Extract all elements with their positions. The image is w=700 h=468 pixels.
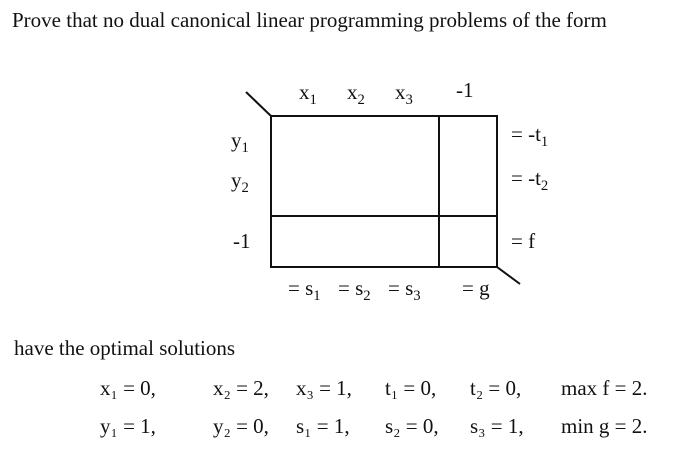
solution-t1: t₁ = 0,: [385, 376, 437, 400]
top-label-minus-one: -1: [456, 78, 474, 102]
top-label-x2: $x_2$: [347, 80, 365, 109]
bottom-label-s3: = $s_3$: [388, 276, 421, 305]
bottom-label-g: = g: [462, 276, 490, 300]
bottom-label-s2: = $s_2$: [338, 276, 371, 305]
solution-s1: s₁ = 1,: [296, 414, 350, 438]
solution-s3: s₃ = 1,: [470, 414, 524, 438]
right-label-f: = f: [511, 229, 536, 253]
right-label-t1: = $-t_1$: [511, 122, 549, 151]
left-label-minus-one: -1: [233, 229, 251, 253]
solution-min-g: min g = 2.: [561, 414, 648, 438]
solution-max-f: max f = 2.: [561, 376, 648, 400]
solution-s2: s₂ = 0,: [385, 414, 439, 438]
right-label-t2: = $-t_2$: [511, 166, 549, 195]
left-label-y2: $y_2$: [231, 168, 249, 197]
tableau-frame: [271, 116, 497, 267]
solution-x3: x₃ = 1,: [296, 376, 352, 400]
left-label-y1: $y_1$: [231, 128, 249, 157]
bottom-label-s1: = $s_1$: [288, 276, 321, 305]
followup-text: have the optimal solutions: [14, 336, 236, 360]
solution-y1: y₁ = 1,: [100, 414, 156, 438]
corner-slash-top-left: [246, 92, 271, 116]
corner-slash-bottom-right: [497, 267, 520, 284]
solution-x1: x₁ = 0,: [100, 376, 156, 400]
solution-t2: t₂ = 0,: [470, 376, 522, 400]
top-label-x1: $x_1$: [299, 80, 317, 109]
top-label-x3: $x_3$: [395, 80, 413, 109]
problem-statement: Prove that no dual canonical linear programming problems of the form: [12, 8, 607, 32]
solution-y2: y₂ = 0,: [213, 414, 269, 438]
solution-x2: x₂ = 2,: [213, 376, 269, 400]
